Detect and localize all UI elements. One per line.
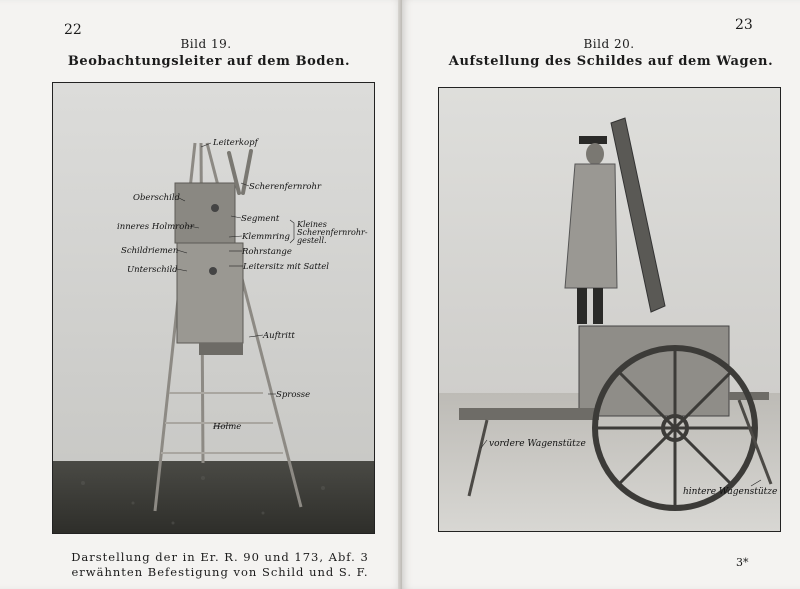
caption-line-2: erwähnten Befestigung von Schild und S. F. [71, 565, 369, 579]
label-kleines-sfr: Kleines Scherenfernrohr-gestell. [297, 220, 368, 245]
label-inneres-holmrohr: inneres Holmrohr [117, 222, 194, 232]
figure-caption-left [70, 550, 370, 580]
label-vordere-wagenstuetze: vordere Wagenstütze [489, 439, 586, 449]
page-number-right: 23 [735, 17, 753, 33]
label-sprosse: Sprosse [276, 390, 311, 400]
wagon-photo [438, 87, 781, 532]
label-schildriemen: Schildriemen [121, 246, 179, 256]
label-holme: Holme [213, 422, 242, 432]
label-oberschild: Oberschild [133, 193, 180, 203]
label-hintere-wagenstuetze: hintere Wagenstütze [683, 487, 778, 497]
ladder-photo [52, 82, 375, 534]
figure-label-right: Bild 20. [583, 37, 635, 51]
label-klemmring: Klemmring [242, 232, 290, 242]
signature-mark: 3* [736, 556, 749, 569]
page-number-left: 22 [64, 22, 82, 38]
label-rohrstange: Rohrstange [242, 247, 292, 257]
figure-title-left: Beobachtungsleiter auf dem Boden. [67, 54, 351, 69]
figure-title-right: Aufstellung des Schildes auf dem Wagen. [448, 54, 774, 69]
figure-label-left: Bild 19. [180, 37, 232, 51]
label-leitersitz: Leitersitz mit Sattel [243, 262, 329, 272]
label-leiterkopf: Leiterkopf [213, 138, 258, 148]
label-segment: Segment [241, 214, 280, 224]
label-unterschild: Unterschild [127, 265, 178, 275]
ladder-labels [53, 83, 374, 533]
caption-line-1: Darstellung der in Er. R. 90 und 173, Abf. 3 [71, 550, 369, 564]
label-auftritt: Auftritt [263, 331, 295, 341]
label-scherenfernrohr: Scherenfernrohr [249, 182, 322, 192]
wagon-labels [439, 88, 780, 531]
right-page [402, 0, 800, 589]
